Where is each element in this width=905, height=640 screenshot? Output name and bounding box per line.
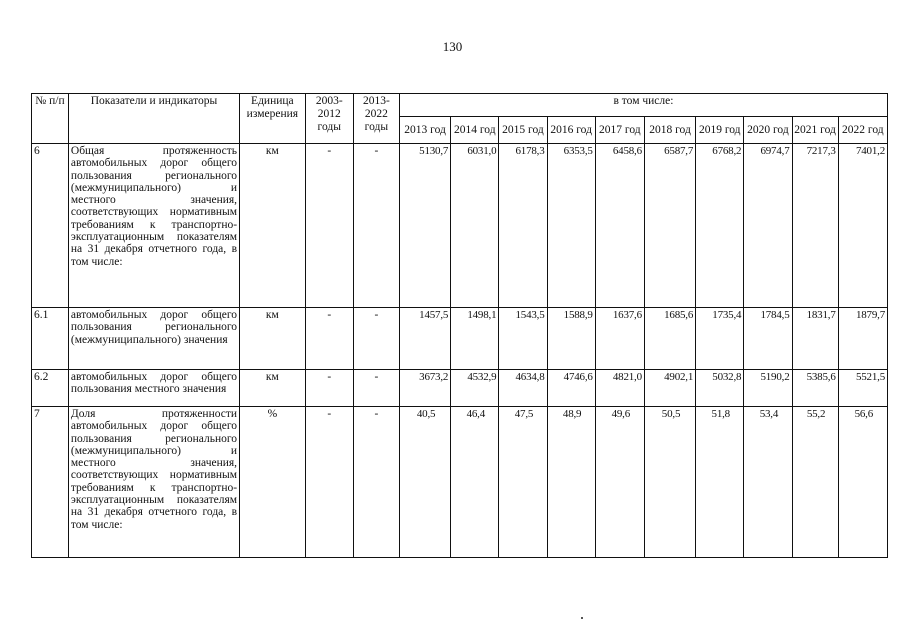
- indicators-table: [31, 93, 888, 558]
- value-cell: 53,4: [744, 407, 792, 558]
- scan-speck: [581, 617, 583, 619]
- value-cell: 1879,7: [838, 308, 887, 370]
- value-cell: 6031,0: [451, 144, 499, 308]
- value-cell: 51,8: [696, 407, 744, 558]
- header-indicators: Показатели и индикаторы: [68, 94, 239, 144]
- value-cell: 7401,2: [838, 144, 887, 308]
- row-number: 6.1: [32, 308, 69, 370]
- row-period-1: -: [305, 407, 353, 558]
- row-unit: км: [240, 308, 306, 370]
- value-cell: 47,5: [499, 407, 547, 558]
- value-cell: 4532,9: [451, 370, 499, 407]
- value-cell: 6768,2: [696, 144, 744, 308]
- header-unit: Единица измерения: [240, 94, 306, 144]
- value-cell: 4746,6: [547, 370, 595, 407]
- value-cell: 55,2: [792, 407, 838, 558]
- row-description: Общая протяженность автомобильных дорог общего пользования регионального (межмуниципального) и местного значения, соответствующих нормативным требованиям к транспортно-эксплуатационным показателям на 31 декабря отчетного года, в том числе:: [68, 144, 239, 308]
- row-period-2: -: [353, 144, 399, 308]
- value-cell: 4634,8: [499, 370, 547, 407]
- value-cell: 4821,0: [595, 370, 644, 407]
- value-cell: 48,9: [547, 407, 595, 558]
- row-period-1: -: [305, 308, 353, 370]
- value-cell: 5130,7: [399, 144, 450, 308]
- table-row: [32, 407, 888, 558]
- value-cell: 40,5: [399, 407, 450, 558]
- value-cell: 1543,5: [499, 308, 547, 370]
- value-cell: 1735,4: [696, 308, 744, 370]
- row-unit: км: [240, 144, 306, 308]
- header-row-1: [32, 94, 888, 117]
- value-cell: 5521,5: [838, 370, 887, 407]
- value-cell: 4902,1: [644, 370, 695, 407]
- table-row: [32, 144, 888, 308]
- value-cell: 5190,2: [744, 370, 792, 407]
- value-cell: 7217,3: [792, 144, 838, 308]
- row-period-2: -: [353, 308, 399, 370]
- value-cell: 6353,5: [547, 144, 595, 308]
- value-cell: 1457,5: [399, 308, 450, 370]
- value-cell: 49,6: [595, 407, 644, 558]
- header-year: 2019 год: [696, 117, 744, 144]
- header-period-2003-2012: 2003-2012 годы: [305, 94, 353, 144]
- row-period-1: -: [305, 144, 353, 308]
- header-year: 2021 год: [792, 117, 838, 144]
- header-year: 2014 год: [451, 117, 499, 144]
- header-year: 2022 год: [838, 117, 887, 144]
- header-year: 2016 год: [547, 117, 595, 144]
- header-period-2013-2022: 2013-2022 годы: [353, 94, 399, 144]
- value-cell: 1784,5: [744, 308, 792, 370]
- header-year: 2017 год: [595, 117, 644, 144]
- page-number: 130: [442, 39, 463, 54]
- value-cell: 46,4: [451, 407, 499, 558]
- header-year: 2013 год: [399, 117, 450, 144]
- row-number: 7: [32, 407, 69, 558]
- value-cell: 3673,2: [399, 370, 450, 407]
- value-cell: 5032,8: [696, 370, 744, 407]
- value-cell: 6178,3: [499, 144, 547, 308]
- row-description: автомобильных дорог общего пользования местного значения: [68, 370, 239, 407]
- row-description: Доля протяженности автомобильных дорог общего пользования регионального (межмуниципального) и местного значения, соответствующих нормативным требованиям к транспортно-эксплуатационным показателям на 31 декабря отчетного года, в том числе:: [68, 407, 239, 558]
- table-row: [32, 370, 888, 407]
- value-cell: 6974,7: [744, 144, 792, 308]
- table-row: [32, 308, 888, 370]
- header-including: в том числе:: [399, 94, 887, 117]
- row-period-2: -: [353, 407, 399, 558]
- value-cell: 6458,6: [595, 144, 644, 308]
- row-period-2: -: [353, 370, 399, 407]
- row-number: 6: [32, 144, 69, 308]
- value-cell: 6587,7: [644, 144, 695, 308]
- value-cell: 1498,1: [451, 308, 499, 370]
- row-period-1: -: [305, 370, 353, 407]
- row-unit: км: [240, 370, 306, 407]
- row-number: 6.2: [32, 370, 69, 407]
- header-year: 2015 год: [499, 117, 547, 144]
- value-cell: 1588,9: [547, 308, 595, 370]
- value-cell: 1637,6: [595, 308, 644, 370]
- value-cell: 1685,6: [644, 308, 695, 370]
- header-year: 2018 год: [644, 117, 695, 144]
- row-unit: %: [240, 407, 306, 558]
- value-cell: 5385,6: [792, 370, 838, 407]
- value-cell: 56,6: [838, 407, 887, 558]
- value-cell: 50,5: [644, 407, 695, 558]
- row-description: автомобильных дорог общего пользования регионального (межмуниципального) значения: [68, 308, 239, 370]
- header-num: № п/п: [32, 94, 69, 144]
- header-year: 2020 год: [744, 117, 792, 144]
- value-cell: 1831,7: [792, 308, 838, 370]
